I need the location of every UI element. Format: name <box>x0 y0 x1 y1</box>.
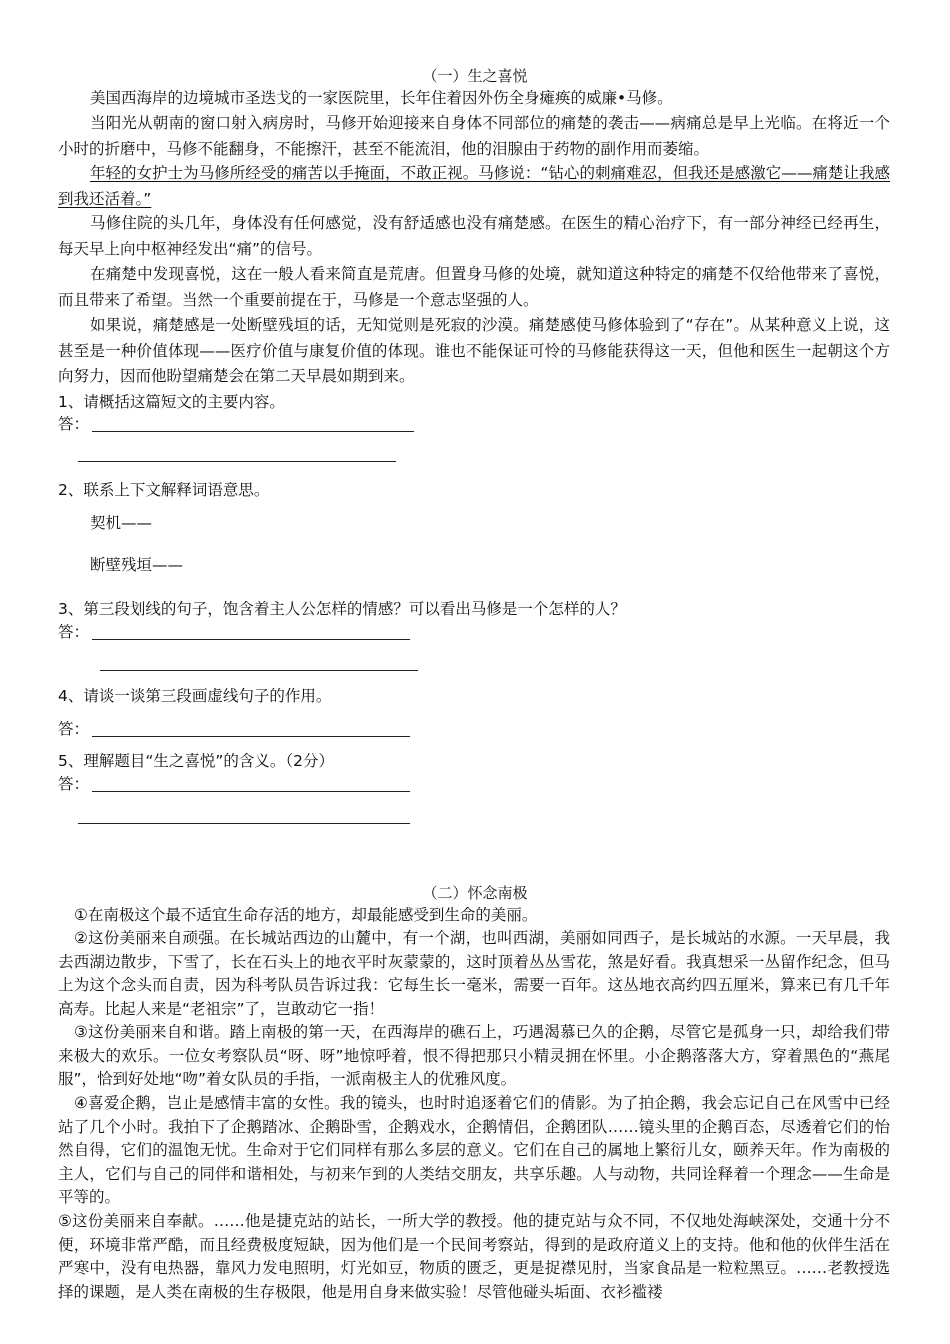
question-1: 1、请概括这篇短文的主要内容。 <box>58 393 285 411</box>
question-4: 4、请谈一谈第三段画虚线句子的作用。 <box>58 687 332 705</box>
section1-title: （一）生之喜悦 <box>422 67 528 85</box>
underlined-sentence: 年轻的女护士为马修所经受的痛苦以手掩面，不敢正视。马修说：“钻心的刺痛难忍，但我还是感激它——痛楚让我感到我还活着。” <box>58 164 890 208</box>
answer-line-3a[interactable] <box>92 639 410 640</box>
section2-paragraph-5: ⑤这份美丽来自奉献。……他是捷克站的站长，一所大学的教授。他的捷克站与众不同，不仅地处海峡深处，交通十分不便，环境非常严酷，而且经费极度短缺，因为他们是一个民间考察站，得到的是政府道义上的支持。他和他的伙伴生活在严寒中，没有电热器，靠风力发电照明，灯光如豆，物质的匮乏，更是捉襟见肘，当家食品是一粒粒黑豆。……老教授选择的课题，是人类在南极的生存极限，他是用自身来做实验！尽管他碰头垢面、衣衫褴褛 <box>58 1212 890 1301</box>
section2-paragraph-3: ③这份美丽来自和谐。踏上南极的第一天，在西海岸的礁石上，巧遇渴慕已久的企鹅，尽管它是孤身一只，却给我们带来极大的欢乐。一位女考察队员“呀、呀”地惊呼着，恨不得把那只小精灵拥在怀里。小企鹅落落大方，穿着黑色的“燕尾服”，恰到好处地“吻”着女队员的手指，一派南极主人的优雅风度。 <box>58 1023 890 1088</box>
answer-line-3b[interactable] <box>100 670 418 671</box>
answer-line-4[interactable] <box>92 736 410 737</box>
answer-label-3: 答： <box>58 623 90 641</box>
section1-paragraph-6: 如果说，痛楚感是一处断壁残垣的话，无知觉则是死寂的沙漠。痛楚感使马修体验到了“存在”。从某种意义上说，这甚至是一种价值体现——医疗价值与康复价值的体现。谁也不能保证可怜的马修能获得这一天，但他和医生一起朝这个方向努力，因而他盼望痛楚会在第二天早晨如期到来。 <box>58 316 890 385</box>
section1-paragraph-3 <box>58 161 890 212</box>
answer-label-4: 答： <box>58 720 90 738</box>
section1-paragraph-5: 在痛楚中发现喜悦，这在一般人看来简直是荒唐。但置身马修的处境，就知道这种特定的痛楚不仅给他带来了喜悦，而且带来了希望。当然一个重要前提在于，马修是一个意志坚强的人。 <box>58 265 890 309</box>
section2-paragraph-4: ④喜爱企鹅，岂止是感情丰富的女性。我的镜头，也时时追逐着它们的倩影。为了拍企鹅，我会忘记自己在风雪中已经站了几个小时。我拍下了企鹅踏冰、企鹅卧雪，企鹅戏水，企鹅情侣，企鹅团队……镜头里的企鹅百态，尽透着它们的怡然自得，它们的温饱无忧。生命对于它们同样有那么多层的意义。它们在自己的属地上繁衍儿女，颐养天年。作为南极的主人，它们与自己的同伴和谐相处，与初来乍到的人类结交朋友，共享乐趣。人与动物，共同诠释着一个理念——生命是平等的。 <box>58 1094 890 1206</box>
answer-line-1a[interactable] <box>92 431 414 432</box>
section1-paragraph-4: 马修住院的头几年，身体没有任何感觉，没有舒适感也没有痛楚感。在医生的精心治疗下，有一部分神经已经再生，每天早上向中枢神经发出“痛”的信号。 <box>58 214 890 258</box>
term-duanbi: 断壁残垣—— <box>90 556 184 574</box>
section2-paragraph-1: ①在南极这个最不适宜生命存活的地方，却最能感受到生命的美丽。 <box>74 906 538 924</box>
answer-line-5b[interactable] <box>78 823 410 824</box>
section2-paragraph-2: ②这份美丽来自顽强。在长城站西边的山麓中，有一个湖，也叫西湖，美丽如同西子，是长城站的水源。一天早晨，我去西湖边散步，下雪了，长在石头上的地衣平时灰蒙蒙的，这时顶着丛丛雪花，煞是好看。我真想采一丛留作纪念，但马上为这个念头而自责，因为科考队员告诉过我：它每生长一毫米，需要一百年。这丛地衣高约四五厘米，算来已有几千年高寿。比起人来是“老祖宗”了，岂敢动它一指！ <box>58 929 890 1018</box>
question-5: 5、理解题目“生之喜悦”的含义。（2分） <box>58 752 335 770</box>
section2-title: （二）怀念南极 <box>422 884 528 902</box>
answer-line-5a[interactable] <box>92 791 410 792</box>
section1-paragraph-1: 美国西海岸的边境城市圣迭戈的一家医院里，长年住着因外伤全身瘫痪的威廉•马修。 <box>90 89 673 107</box>
answer-line-1b[interactable] <box>78 461 396 462</box>
question-3: 3、第三段划线的句子，饱含着主人公怎样的情感？可以看出马修是一个怎样的人？ <box>58 600 626 618</box>
term-qiji: 契机—— <box>90 514 153 532</box>
answer-label-1: 答： <box>58 415 90 433</box>
section1-paragraph-2: 当阳光从朝南的窗口射入病房时，马修开始迎接来自身体不同部位的痛楚的袭击——病痛总是早上光临。在将近一个小时的折磨中，马修不能翻身，不能擦汗，甚至不能流泪，他的泪腺由于药物的副作用而萎缩。 <box>58 114 890 158</box>
question-2: 2、联系上下文解释词语意思。 <box>58 481 270 499</box>
answer-label-5: 答： <box>58 775 90 793</box>
